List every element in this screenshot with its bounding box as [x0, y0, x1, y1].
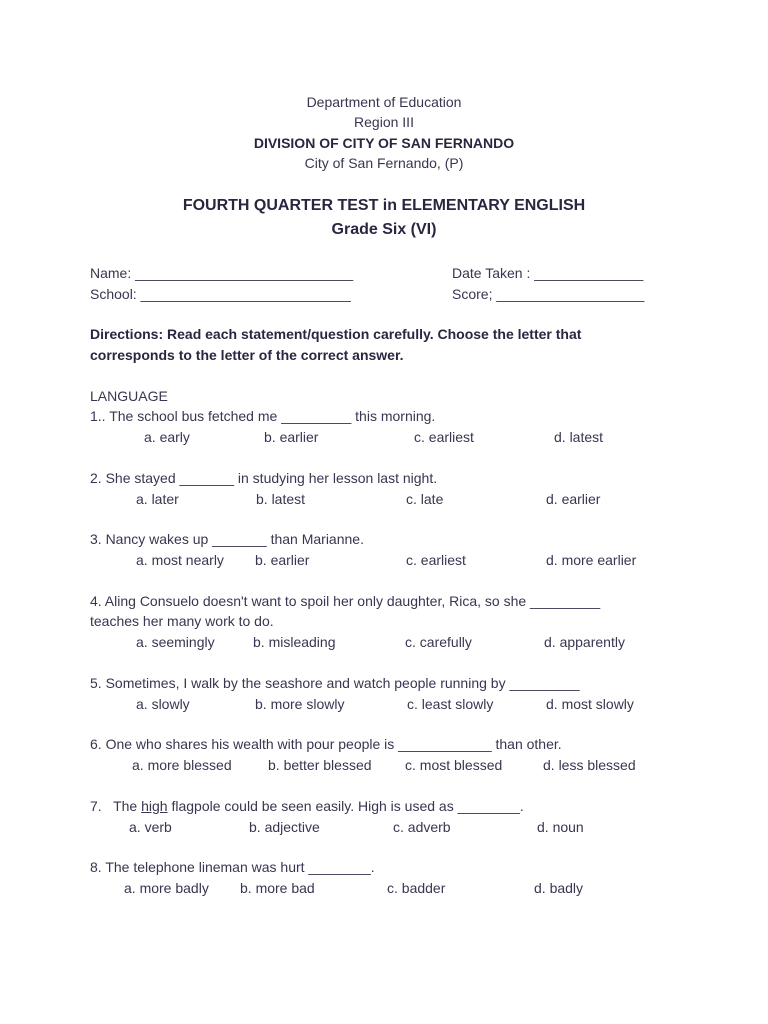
- question-2: 2. She stayed _______ in studying her lesson last night.: [90, 470, 438, 486]
- question-7: [90, 797, 524, 815]
- q5-choice-c: c. least slowly: [407, 696, 494, 712]
- q3-choice-d: d. more earlier: [546, 552, 637, 568]
- division-header: DIVISION OF CITY OF SAN FERNANDO: [253, 135, 515, 151]
- test-title: FOURTH QUARTER TEST in ELEMENTARY ENGLISH: [182, 197, 586, 214]
- school-field: School: ___________________________: [90, 286, 351, 302]
- question-8: 8. The telephone lineman was hurt ________.: [90, 859, 375, 875]
- q4-choice-b: b. misleading: [253, 634, 336, 650]
- q4-choice-c: c. carefully: [405, 634, 472, 650]
- region-header: Region III: [354, 114, 414, 130]
- q6-choice-c: c. most blessed: [405, 757, 503, 773]
- q7-stem-end: flagpole could be seen easily. High is used as ________.: [167, 798, 524, 814]
- q7-underlined-word: high: [141, 798, 168, 814]
- q2-choice-d: d. earlier: [546, 491, 601, 507]
- q1-choice-c: c. earliest: [414, 429, 474, 445]
- q2-choice-b: b. latest: [256, 491, 306, 507]
- q4-choice-d: d. apparently: [544, 634, 625, 650]
- q7-choice-c: c. adverb: [393, 819, 451, 835]
- directions-line-1: Directions: Read each statement/question carefully. Choose the letter that: [90, 326, 582, 342]
- q7-choice-b: b. adjective: [249, 819, 320, 835]
- grade-title: Grade Six (VI): [331, 221, 437, 238]
- q7-choice-d: d. noun: [537, 819, 584, 835]
- q7-choice-a: a. verb: [129, 819, 172, 835]
- question-5: 5. Sometimes, I walk by the seashore and watch people running by _________: [90, 675, 580, 691]
- q6-choice-b: b. better blessed: [268, 757, 372, 773]
- q6-choice-a: a. more blessed: [132, 757, 232, 773]
- q8-choice-c: c. badder: [387, 880, 446, 896]
- section-heading: LANGUAGE: [90, 388, 168, 404]
- question-1: 1.. The school bus fetched me _________ this morning.: [90, 408, 436, 424]
- q8-choice-b: b. more bad: [240, 880, 315, 896]
- q4-choice-a: a. seemingly: [136, 634, 215, 650]
- q5-choice-b: b. more slowly: [255, 696, 345, 712]
- department-header: Department of Education: [306, 94, 462, 110]
- question-6: 6. One who shares his wealth with pour people is ____________ than other.: [90, 736, 562, 752]
- q2-choice-a: a. later: [136, 491, 179, 507]
- q1-choice-d: d. latest: [554, 429, 604, 445]
- score-field: Score; ___________________: [452, 286, 645, 302]
- q7-stem-start: 7. The: [90, 798, 142, 814]
- city-header: City of San Fernando, (P): [304, 155, 464, 171]
- question-4-continued: teaches her many work to do.: [90, 613, 274, 629]
- q1-choice-b: b. earlier: [264, 429, 319, 445]
- q8-choice-d: d. badly: [534, 880, 584, 896]
- q5-choice-d: d. most slowly: [546, 696, 634, 712]
- q3-choice-b: b. earlier: [255, 552, 310, 568]
- q5-choice-a: a. slowly: [136, 696, 190, 712]
- q6-choice-d: d. less blessed: [543, 757, 636, 773]
- question-3: 3. Nancy wakes up _______ than Marianne.: [90, 531, 364, 547]
- question-4: 4. Aling Consuelo doesn't want to spoil her only daughter, Rica, so she _________: [90, 593, 601, 609]
- q3-choice-a: a. most nearly: [136, 552, 224, 568]
- q8-choice-a: a. more badly: [124, 880, 209, 896]
- date-field: Date Taken : ______________: [452, 265, 644, 281]
- q1-choice-a: a. early: [144, 429, 190, 445]
- directions-line-2: corresponds to the letter of the correct answer.: [90, 347, 404, 363]
- q2-choice-c: c. late: [406, 491, 444, 507]
- name-field: Name: ____________________________: [90, 265, 354, 281]
- q3-choice-c: c. earliest: [406, 552, 466, 568]
